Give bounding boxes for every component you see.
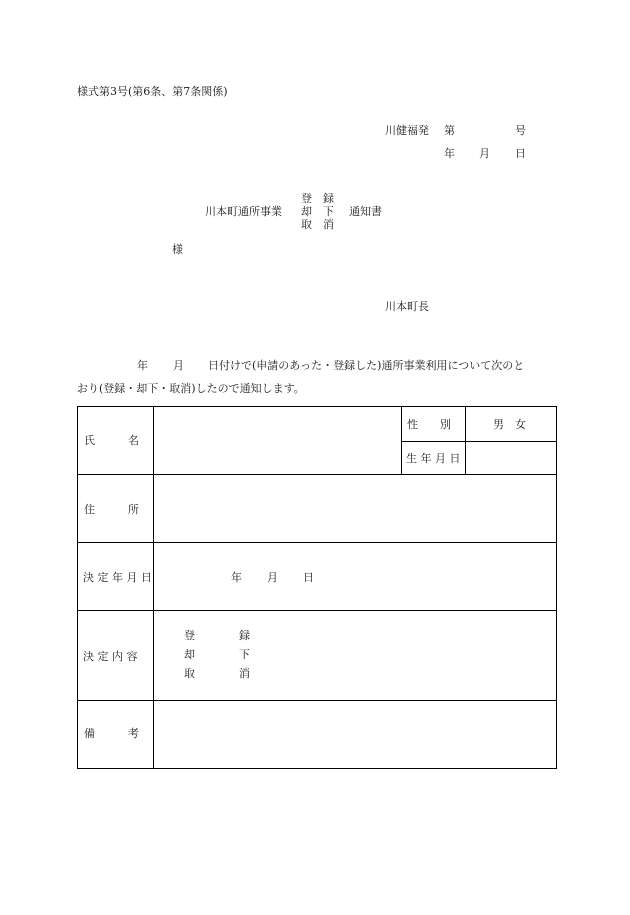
gender-value-divider xyxy=(465,407,466,474)
issue-date-month: 月 xyxy=(479,147,490,160)
number-prefix: 第 xyxy=(444,124,455,137)
body-date-year: 年 xyxy=(137,359,148,372)
row-divider-1 xyxy=(78,474,556,475)
body-line2: おり(登録・却下・取消)したので通知します。 xyxy=(77,382,305,395)
decision-option-reject[interactable]: 却 下 xyxy=(184,648,250,661)
dob-field[interactable] xyxy=(469,444,553,472)
gender-label: 性 別 xyxy=(407,418,451,431)
gender-dob-divider xyxy=(401,441,557,442)
name-field[interactable] xyxy=(158,409,398,471)
address-field[interactable] xyxy=(158,477,552,539)
title-prefix: 川本町通所事業 xyxy=(205,205,282,218)
row-divider-2 xyxy=(78,542,556,543)
dob-label: 生 年 月 日 xyxy=(406,452,461,465)
addressee-suffix: 様 xyxy=(172,243,183,256)
decision-option-cancel[interactable]: 取 消 xyxy=(184,667,250,680)
label-column-divider xyxy=(153,407,154,768)
notification-table xyxy=(77,406,557,769)
number-suffix: 号 xyxy=(515,124,526,137)
gender-value[interactable]: 男 女 xyxy=(493,418,526,431)
decision-date-month: 月 xyxy=(267,571,278,584)
sender-name: 川本町長 xyxy=(385,300,429,313)
name-label: 氏 名 xyxy=(84,434,139,447)
decision-date-year: 年 xyxy=(231,571,242,584)
remarks-label: 備 考 xyxy=(84,727,139,740)
issuer-code: 川健福発 xyxy=(385,124,429,137)
body-date-month: 月 xyxy=(173,359,184,372)
decision-content-label: 決 定 内 容 xyxy=(83,650,138,663)
issue-date-day: 日 xyxy=(515,147,526,160)
decision-date-label: 決 定 年 月 日 xyxy=(83,571,152,584)
address-label: 住 所 xyxy=(84,503,139,516)
title-option-reject: 却 下 xyxy=(301,205,334,218)
form-number: 様式第3号(第6条、第7条関係) xyxy=(77,85,228,98)
row-divider-3 xyxy=(78,610,556,611)
title-suffix: 通知書 xyxy=(349,205,382,218)
decision-option-register[interactable]: 登 録 xyxy=(184,629,250,642)
gender-label-divider xyxy=(401,407,402,474)
decision-date-day: 日 xyxy=(303,571,314,584)
title-option-register: 登 録 xyxy=(301,192,334,205)
issue-date-year: 年 xyxy=(444,147,455,160)
body-line1: 日付けで(申請のあった・登録した)通所事業利用について次のと xyxy=(208,359,525,372)
row-divider-4 xyxy=(78,700,556,701)
remarks-field[interactable] xyxy=(158,703,552,765)
title-option-cancel: 取 消 xyxy=(301,218,334,231)
